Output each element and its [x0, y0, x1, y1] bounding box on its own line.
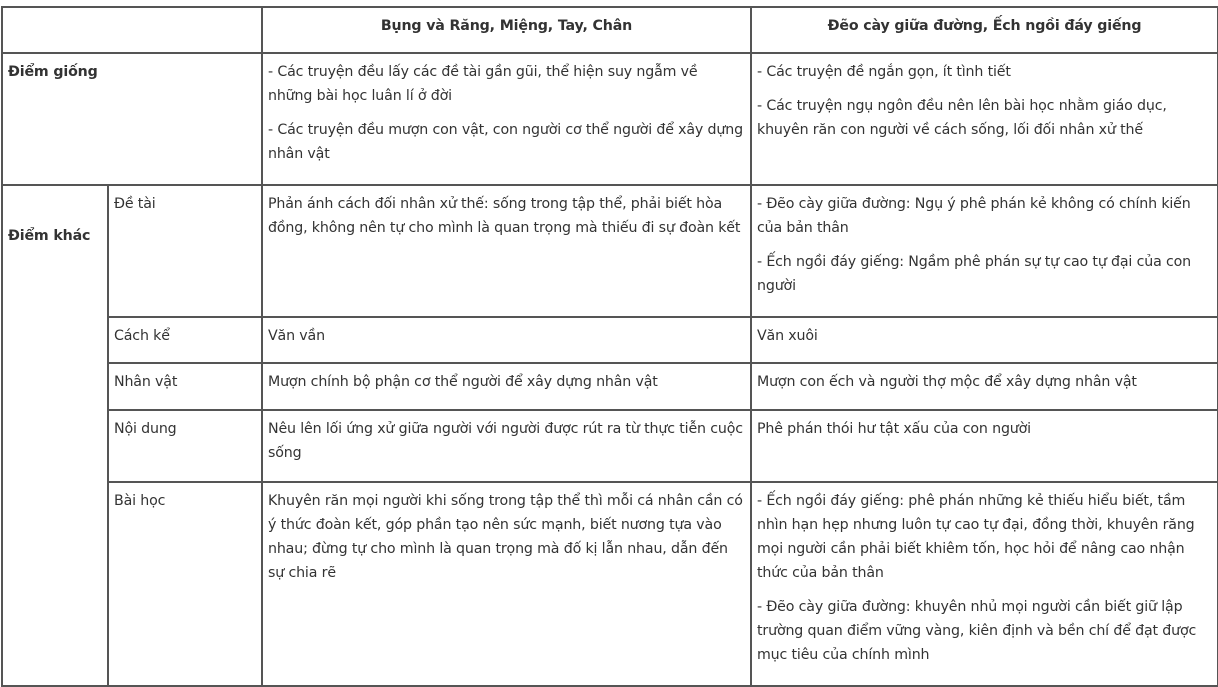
similarities-col2	[751, 53, 1218, 185]
difference-row-topic	[2, 185, 1218, 317]
cell-paragraph: - Đẽo cày giữa đường: Ngụ ý phê phán kẻ không có chính kiến của bản thân	[757, 196, 1191, 236]
differences-label: Điểm khác	[2, 185, 108, 686]
difference-col1	[262, 317, 751, 363]
cell-paragraph: - Ếch ngồi đáy giếng: phê phán những kẻ thiếu hiểu biết, tầm nhìn hạn hẹp nhưng luôn tự cao tự đại, đồng thời, khuyên răng mọi người cần phải biết khiêm tốn, học hỏi để nâng cao nhận thức của bản thân	[757, 493, 1195, 581]
similarities-label: Điểm giống	[2, 53, 262, 185]
difference-col1	[262, 410, 751, 482]
comparison-table	[1, 6, 1218, 687]
difference-row-content	[2, 410, 1218, 482]
cell-paragraph: Văn vần	[268, 328, 325, 344]
difference-col2	[751, 317, 1218, 363]
criterion-label: Bài học	[108, 482, 262, 686]
difference-col1	[262, 363, 751, 410]
criterion-label: Đề tài	[108, 185, 262, 317]
cell-paragraph: Phản ánh cách đối nhân xử thế: sống trong tập thể, phải biết hòa đồng, không nên tự cho mình là quan trọng mà thiếu đi sự đoàn kết	[268, 196, 741, 236]
cell-paragraph: Văn xuôi	[757, 328, 818, 344]
difference-col1	[262, 482, 751, 686]
similarities-col1	[262, 53, 751, 185]
header-row	[2, 7, 1218, 53]
cell-paragraph: - Các truyện đều lấy các đề tài gần gũi, thể hiện suy ngẫm về những bài học luân lí ở đời	[268, 64, 698, 104]
header-story-group-1: Bụng và Răng, Miệng, Tay, Chân	[262, 7, 751, 53]
difference-row-characters	[2, 363, 1218, 410]
difference-col1	[262, 185, 751, 317]
difference-col2	[751, 363, 1218, 410]
criterion-label: Cách kể	[108, 317, 262, 363]
cell-paragraph: - Ếch ngồi đáy giếng: Ngầm phê phán sự tự cao tự đại của con người	[757, 254, 1191, 294]
criterion-label: Nội dung	[108, 410, 262, 482]
cell-paragraph: Khuyên răn mọi người khi sống trong tập thể thì mỗi cá nhân cần có ý thức đoàn kết, góp phần tạo nên sức mạnh, biết nương tựa vào nhau; đừng tự cho mình là quan trọng mà đố kị lẫn nhau, dẫn đến sự chia rẽ	[268, 493, 743, 581]
cell-paragraph: Mượn con ếch và người thợ mộc để xây dựng nhân vật	[757, 374, 1137, 390]
cell-paragraph: Phê phán thói hư tật xấu của con người	[757, 421, 1031, 437]
difference-row-lesson	[2, 482, 1218, 686]
difference-row-narration	[2, 317, 1218, 363]
difference-col2	[751, 410, 1218, 482]
criterion-label: Nhân vật	[108, 363, 262, 410]
cell-paragraph: Mượn chính bộ phận cơ thể người để xây dựng nhân vật	[268, 374, 658, 390]
cell-paragraph: Nêu lên lối ứng xử giữa người với người được rút ra từ thực tiễn cuộc sống	[268, 421, 743, 461]
header-empty-cell	[2, 7, 262, 53]
difference-col2	[751, 482, 1218, 686]
header-story-group-2: Đẽo cày giữa đường, Ếch ngồi đáy giếng	[751, 7, 1218, 53]
cell-paragraph: - Các truyện đều mượn con vật, con người cơ thể người để xây dựng nhân vật	[268, 122, 743, 162]
cell-paragraph: - Các truyện đề ngắn gọn, ít tình tiết	[757, 64, 1011, 80]
similarities-row	[2, 53, 1218, 185]
difference-col2	[751, 185, 1218, 317]
cell-paragraph: - Các truyện ngụ ngôn đều nên lên bài học nhằm giáo dục, khuyên răn con người về cách sống, lối đối nhân xử thế	[757, 98, 1167, 138]
cell-paragraph: - Đẽo cày giữa đường: khuyên nhủ mọi người cần biết giữ lập trường quan điểm vững vàng, kiên định và bền chí để đạt được mục tiêu của chính mình	[757, 599, 1197, 663]
